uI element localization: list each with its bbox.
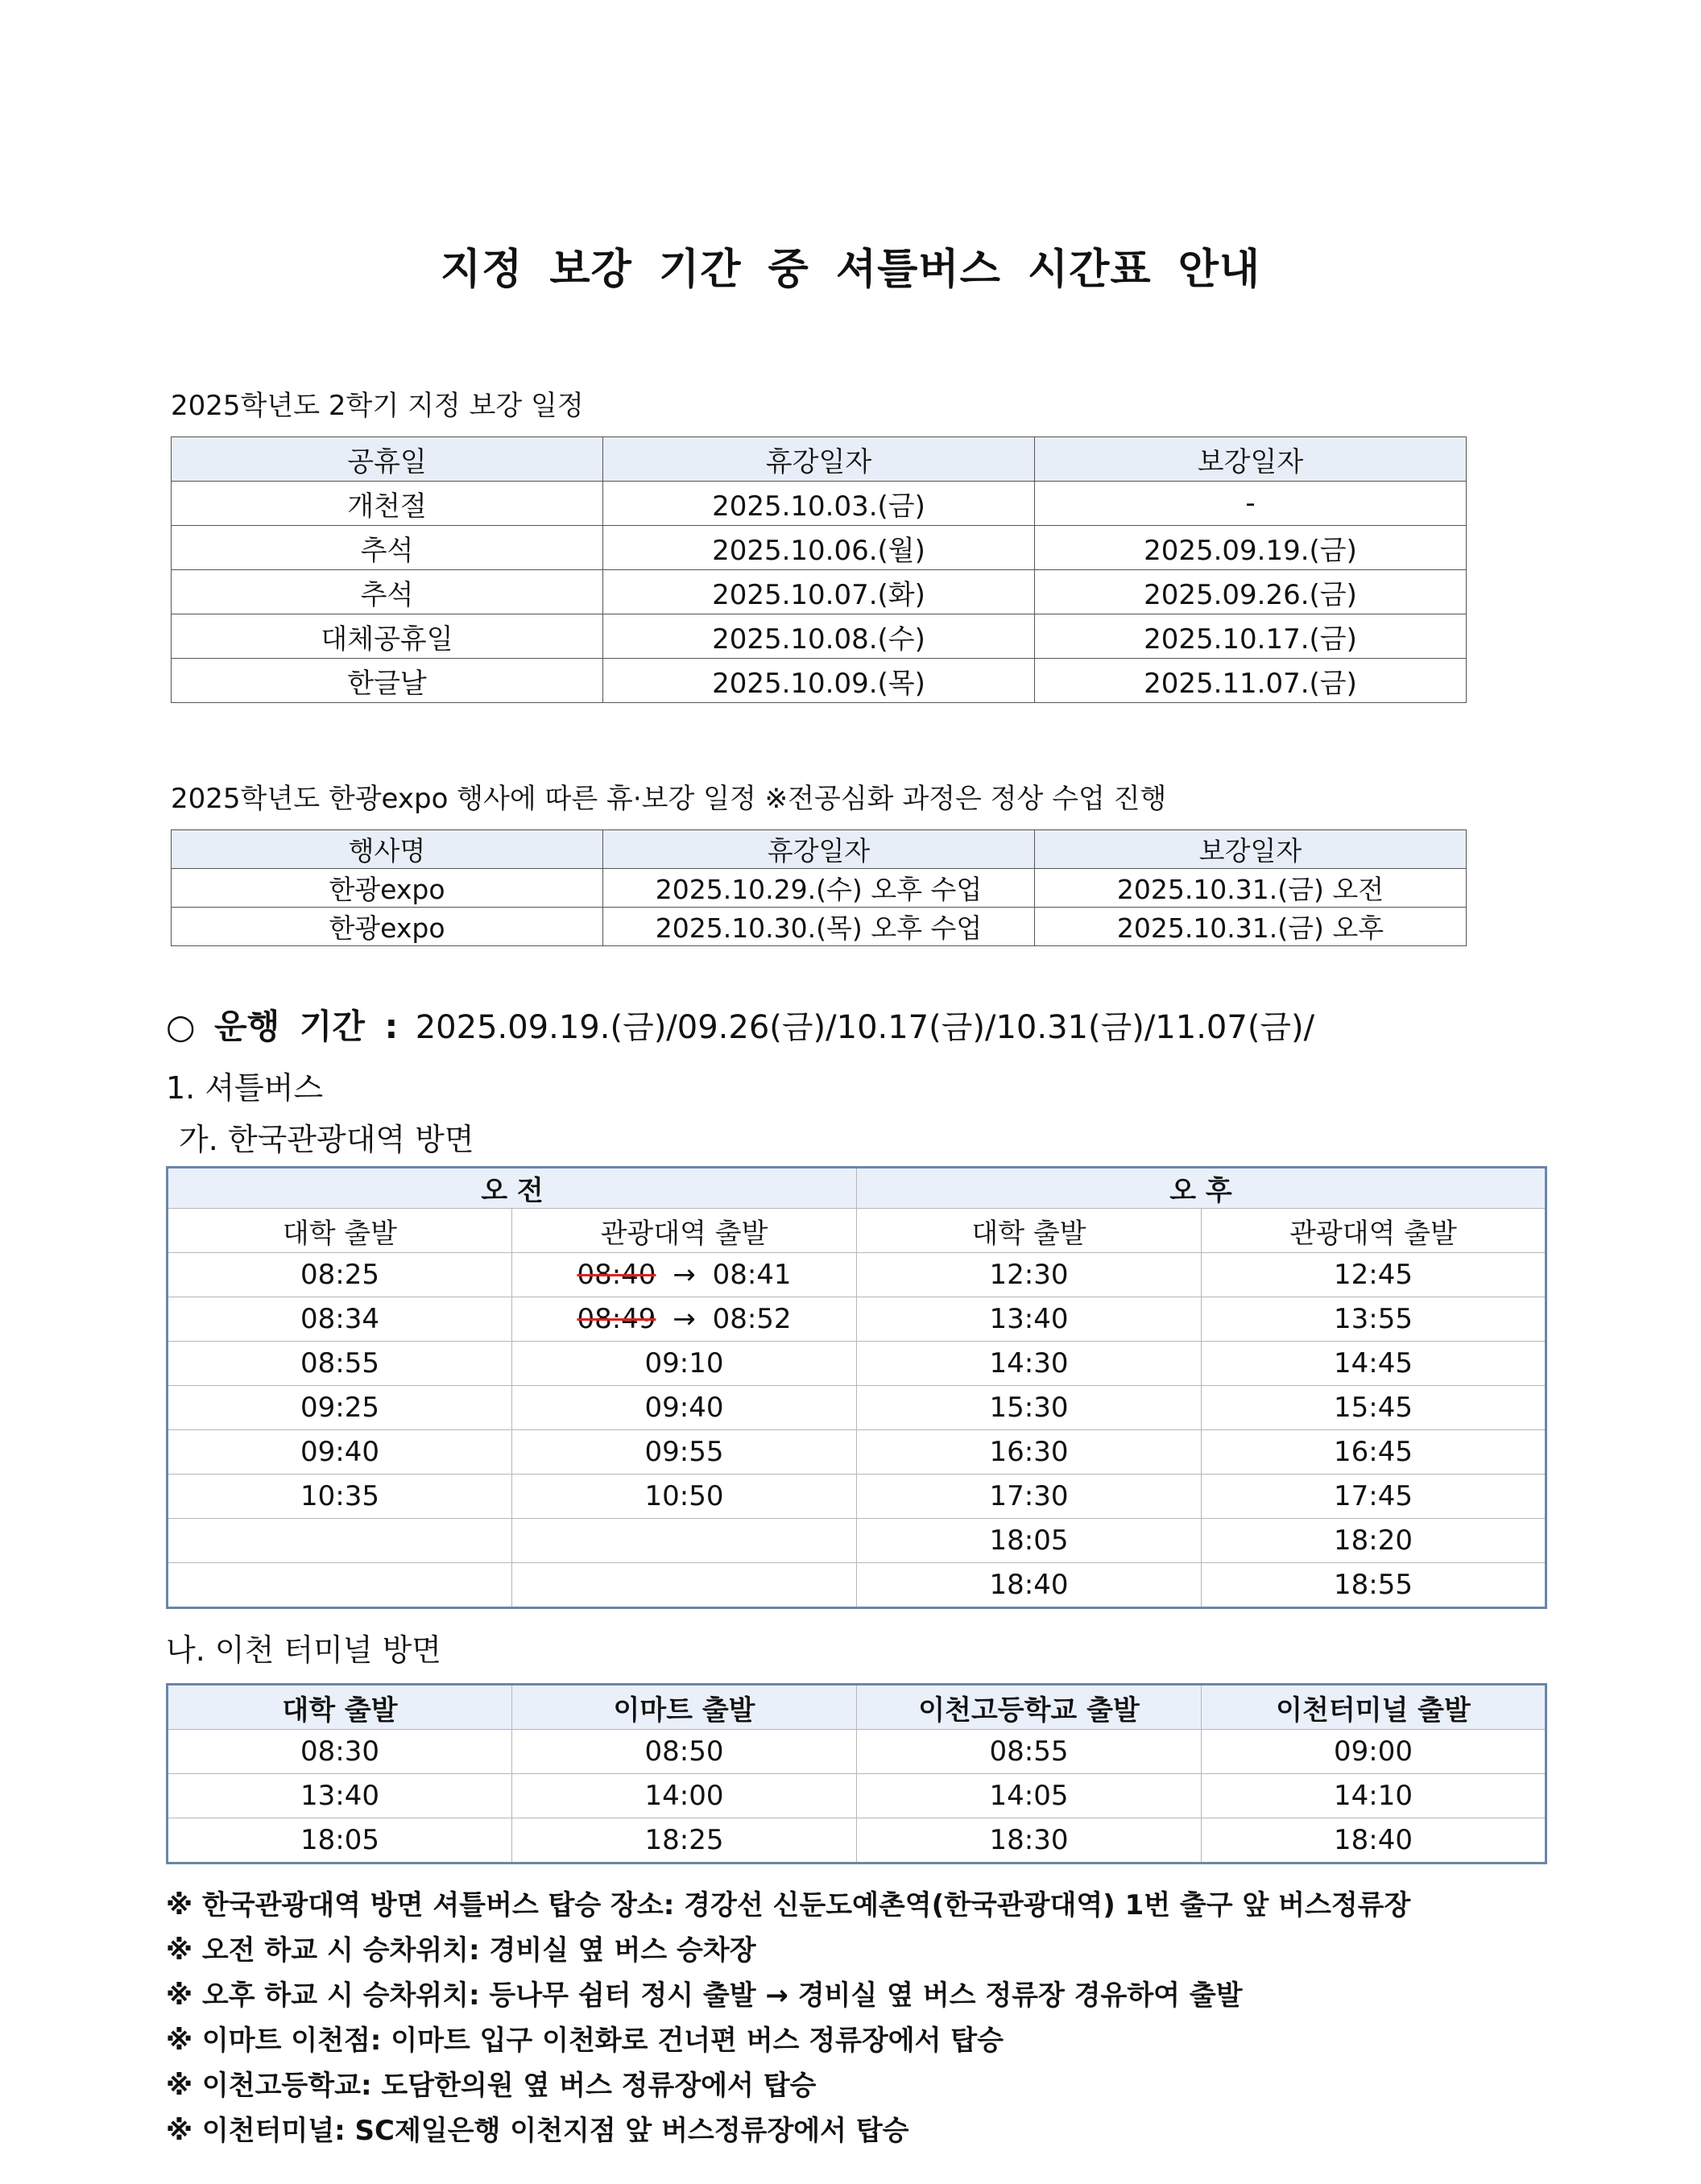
header-cell: 공휴일 bbox=[172, 437, 603, 482]
time-cell: 08:50 bbox=[512, 1730, 857, 1774]
header-cell: 관광대역 출발 bbox=[1202, 1209, 1546, 1253]
circle-bullet-icon: ○ bbox=[166, 1007, 196, 1046]
time-cell: 08:55 bbox=[857, 1730, 1202, 1774]
makeup-date-cell: - bbox=[1035, 482, 1467, 526]
header-cell: 이천터미널 출발 bbox=[1202, 1685, 1546, 1730]
table-row bbox=[168, 1519, 1546, 1563]
makeup-date-cell: 2025.11.07.(금) bbox=[1035, 659, 1467, 703]
column-header-row bbox=[168, 1209, 1546, 1253]
section-b-title: 나. 이천 터미널 방면 bbox=[166, 1632, 441, 1668]
terminal-timetable bbox=[166, 1683, 1547, 1864]
table-row bbox=[172, 482, 1467, 526]
pm-station-time: 18:55 bbox=[1202, 1563, 1546, 1608]
pm-univ-time: 18:05 bbox=[857, 1519, 1202, 1563]
am-univ-time: 08:55 bbox=[168, 1342, 512, 1386]
makeup-date-cell: 2025.10.31.(금) 오후 bbox=[1035, 908, 1467, 946]
pm-station-time: 14:45 bbox=[1202, 1342, 1546, 1386]
operation-period bbox=[166, 1000, 1314, 1049]
header-cell: 이마트 출발 bbox=[512, 1685, 857, 1730]
table-row bbox=[168, 1386, 1546, 1430]
operation-label: 운행 기간 : bbox=[214, 1007, 399, 1046]
table-row bbox=[168, 1563, 1546, 1608]
makeup-date-cell: 2025.09.19.(금) bbox=[1035, 526, 1467, 570]
header-cell: 보강일자 bbox=[1035, 830, 1467, 869]
am-station-time: 09:40 bbox=[512, 1386, 857, 1430]
operation-dates: 2025.09.19.(금)/09.26(금)/10.17(금)/10.31(금)/11.07(금)/ bbox=[415, 1009, 1315, 1046]
station-timetable bbox=[166, 1166, 1547, 1609]
am-univ-time: 09:40 bbox=[168, 1430, 512, 1475]
time-cell: 18:40 bbox=[1202, 1818, 1546, 1863]
pm-station-time: 17:45 bbox=[1202, 1475, 1546, 1519]
table-row bbox=[172, 526, 1467, 570]
am-station-time bbox=[512, 1563, 857, 1608]
pm-header: 오 후 bbox=[857, 1168, 1546, 1209]
pm-station-time: 13:55 bbox=[1202, 1297, 1546, 1342]
header-cell: 대학 출발 bbox=[168, 1685, 512, 1730]
pm-univ-time: 17:30 bbox=[857, 1475, 1202, 1519]
table-row bbox=[172, 908, 1467, 946]
cancel-date-cell: 2025.10.30.(목) 오후 수업 bbox=[603, 908, 1035, 946]
table-row bbox=[168, 1253, 1546, 1297]
makeup-schedule-table bbox=[171, 436, 1467, 703]
cancel-date-cell: 2025.10.09.(목) bbox=[603, 659, 1035, 703]
am-univ-time: 08:25 bbox=[168, 1253, 512, 1297]
pm-univ-time: 16:30 bbox=[857, 1430, 1202, 1475]
pm-univ-time: 18:40 bbox=[857, 1563, 1202, 1608]
time-cell: 18:25 bbox=[512, 1818, 857, 1863]
am-station-time: 10:50 bbox=[512, 1475, 857, 1519]
note-line: ※ 이천고등학교: 도담한의원 옆 버스 정류장에서 탑승 bbox=[166, 2070, 817, 2102]
new-time: 08:52 bbox=[712, 1303, 792, 1335]
table-row bbox=[168, 1774, 1546, 1818]
table-header-row bbox=[172, 830, 1467, 869]
time-cell: 08:30 bbox=[168, 1730, 512, 1774]
event-cell: 한광expo bbox=[172, 908, 603, 946]
header-cell: 대학 출발 bbox=[168, 1209, 512, 1253]
table-row bbox=[172, 570, 1467, 614]
pm-univ-time: 14:30 bbox=[857, 1342, 1202, 1386]
pm-univ-time: 13:40 bbox=[857, 1297, 1202, 1342]
table-row bbox=[168, 1730, 1546, 1774]
header-cell: 휴강일자 bbox=[603, 437, 1035, 482]
makeup-date-cell: 2025.09.26.(금) bbox=[1035, 570, 1467, 614]
am-station-time bbox=[512, 1253, 857, 1297]
table-row bbox=[168, 1475, 1546, 1519]
table-header-row bbox=[172, 437, 1467, 482]
table-row bbox=[172, 614, 1467, 659]
table-row bbox=[168, 1342, 1546, 1386]
time-cell: 14:10 bbox=[1202, 1774, 1546, 1818]
table-row bbox=[168, 1430, 1546, 1475]
makeup-date-cell: 2025.10.31.(금) 오전 bbox=[1035, 869, 1467, 908]
table-header-row bbox=[168, 1685, 1546, 1730]
am-header: 오 전 bbox=[168, 1168, 857, 1209]
time-cell: 18:30 bbox=[857, 1818, 1202, 1863]
expo-schedule-caption: 2025학년도 한광expo 행사에 따른 휴·보강 일정 ※전공심화 과정은 정상 수업 진행 bbox=[171, 783, 1167, 815]
table-row bbox=[168, 1297, 1546, 1342]
header-cell: 이천고등학교 출발 bbox=[857, 1685, 1202, 1730]
cancel-date-cell: 2025.10.07.(화) bbox=[603, 570, 1035, 614]
time-cell: 14:00 bbox=[512, 1774, 857, 1818]
cancel-date-cell: 2025.10.03.(금) bbox=[603, 482, 1035, 526]
holiday-cell: 추석 bbox=[172, 570, 603, 614]
time-cell: 18:05 bbox=[168, 1818, 512, 1863]
pm-station-time: 18:20 bbox=[1202, 1519, 1546, 1563]
time-cell: 13:40 bbox=[168, 1774, 512, 1818]
event-cell: 한광expo bbox=[172, 869, 603, 908]
time-cell: 09:00 bbox=[1202, 1730, 1546, 1774]
note-line: ※ 이천터미널: SC제일은행 이천지점 앞 버스정류장에서 탑승 bbox=[166, 2115, 909, 2147]
pm-station-time: 12:45 bbox=[1202, 1253, 1546, 1297]
header-cell: 휴강일자 bbox=[603, 830, 1035, 869]
am-station-time: 09:55 bbox=[512, 1430, 857, 1475]
expo-schedule-table bbox=[171, 829, 1467, 946]
note-line: ※ 이마트 이천점: 이마트 입구 이천화로 건너편 버스 정류장에서 탑승 bbox=[166, 2025, 1004, 2057]
section-title: 1. 셔틀버스 bbox=[166, 1070, 324, 1106]
holiday-cell: 개천절 bbox=[172, 482, 603, 526]
page-title: 지정 보강 기간 중 셔틀버스 시간표 안내 bbox=[440, 246, 1261, 294]
am-station-time bbox=[512, 1297, 857, 1342]
pm-station-time: 15:45 bbox=[1202, 1386, 1546, 1430]
header-cell: 대학 출발 bbox=[857, 1209, 1202, 1253]
am-station-time: 09:10 bbox=[512, 1342, 857, 1386]
note-line: ※ 오후 하교 시 승차위치: 등나무 쉼터 정시 출발 → 경비실 옆 버스 정류장 경유하여 출발 bbox=[166, 1979, 1243, 2012]
holiday-cell: 대체공휴일 bbox=[172, 614, 603, 659]
am-station-time bbox=[512, 1519, 857, 1563]
pm-univ-time: 15:30 bbox=[857, 1386, 1202, 1430]
holiday-cell: 한글날 bbox=[172, 659, 603, 703]
cancel-date-cell: 2025.10.06.(월) bbox=[603, 526, 1035, 570]
arrow-right-icon: → bbox=[673, 1303, 696, 1335]
am-univ-time bbox=[168, 1563, 512, 1608]
pm-station-time: 16:45 bbox=[1202, 1430, 1546, 1475]
makeup-schedule-caption: 2025학년도 2학기 지정 보강 일정 bbox=[171, 390, 584, 422]
am-univ-time: 10:35 bbox=[168, 1475, 512, 1519]
cancel-date-cell: 2025.10.08.(수) bbox=[603, 614, 1035, 659]
am-univ-time bbox=[168, 1519, 512, 1563]
new-time: 08:41 bbox=[712, 1259, 792, 1291]
pm-univ-time: 12:30 bbox=[857, 1253, 1202, 1297]
header-cell: 보강일자 bbox=[1035, 437, 1467, 482]
header-cell: 관광대역 출발 bbox=[512, 1209, 857, 1253]
note-line: ※ 오전 하교 시 승차위치: 경비실 옆 버스 승차장 bbox=[166, 1934, 756, 1967]
table-row bbox=[168, 1818, 1546, 1863]
section-a-title: 가. 한국관광대역 방면 bbox=[179, 1122, 474, 1157]
period-header-row bbox=[168, 1168, 1546, 1209]
table-row bbox=[172, 869, 1467, 908]
note-line: ※ 한국관광대역 방면 셔틀버스 탑승 장소: 경강선 신둔도예촌역(한국관광대역) 1번 출구 앞 버스정류장 bbox=[166, 1889, 1411, 1921]
makeup-date-cell: 2025.10.17.(금) bbox=[1035, 614, 1467, 659]
cancel-date-cell: 2025.10.29.(수) 오후 수업 bbox=[603, 869, 1035, 908]
holiday-cell: 추석 bbox=[172, 526, 603, 570]
time-cell: 14:05 bbox=[857, 1774, 1202, 1818]
table-row bbox=[172, 659, 1467, 703]
old-time: 08:40 bbox=[577, 1259, 656, 1291]
am-univ-time: 09:25 bbox=[168, 1386, 512, 1430]
old-time: 08:49 bbox=[577, 1303, 656, 1335]
header-cell: 행사명 bbox=[172, 830, 603, 869]
am-univ-time: 08:34 bbox=[168, 1297, 512, 1342]
arrow-right-icon: → bbox=[673, 1259, 696, 1291]
